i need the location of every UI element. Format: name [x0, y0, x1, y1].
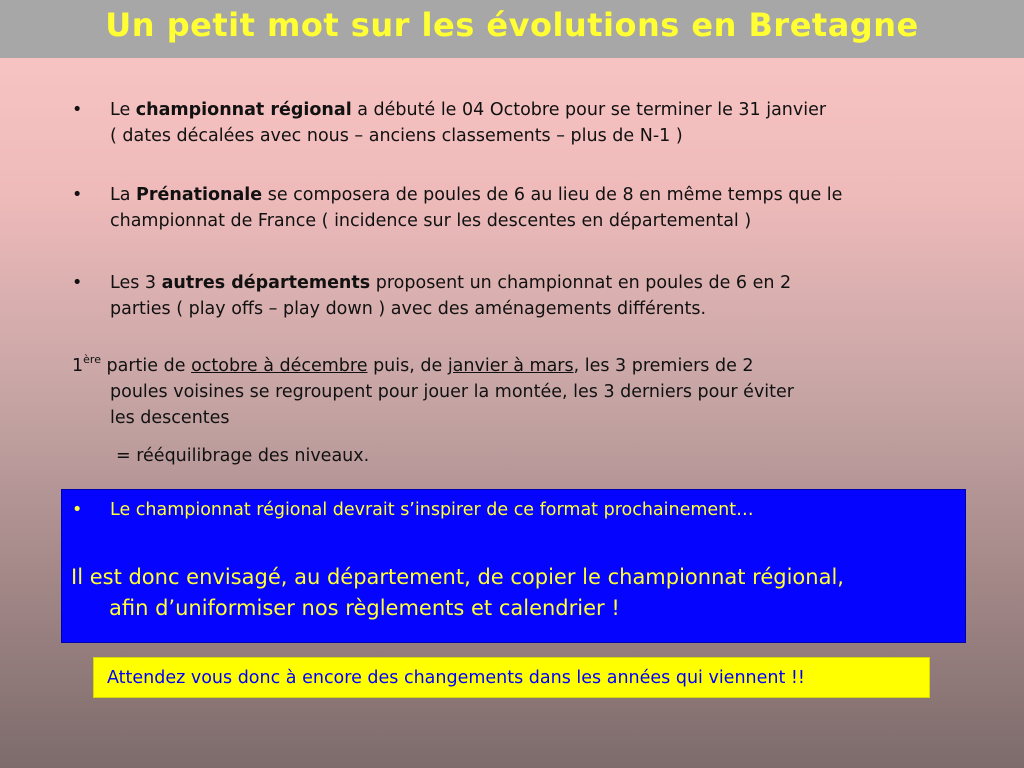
bullet-bold: Prénationale	[136, 185, 263, 205]
yellow-callout-box	[93, 657, 930, 698]
yellow-callout-text: Attendez vous donc à encore des changements dans les années qui viennent !!	[107, 668, 805, 688]
bullet-marker: •	[72, 273, 83, 293]
bullet-bold: autres départements	[161, 273, 371, 293]
rebalancing-line: = rééquilibrage des niveaux.	[116, 446, 370, 466]
phase-line3: les descentes	[110, 408, 230, 428]
blue-paragraph-line2: afin d’uniformiser nos règlements et calendrier !	[109, 596, 620, 620]
bullet-marker: •	[72, 185, 83, 205]
bullet-autres-departements	[72, 270, 952, 322]
bullet-bold: championnat régional	[135, 100, 352, 120]
phase-line2: poules voisines se regroupent pour jouer la montée, les 3 derniers pour éviter	[110, 382, 794, 402]
bullet-rest: se composera de poules de 6 au lieu de 8 en même temps que le	[262, 185, 843, 205]
blue-highlight-box	[61, 489, 966, 643]
phase-period-1: octobre à décembre	[191, 356, 368, 376]
bullet-prefix: Le	[110, 100, 136, 120]
blue-bullet-text: Le championnat régional devrait s’inspirer de ce format prochainement…	[110, 500, 754, 520]
bullet-championnat-regional	[72, 97, 952, 149]
bullet-rest: proposent un championnat en poules de 6 en 2	[370, 273, 792, 293]
blue-paragraph-line1: Il est donc envisagé, au département, de copier le championnat régional,	[71, 565, 844, 589]
phase-superscript: ère	[83, 353, 101, 366]
bullet-marker: •	[72, 100, 83, 120]
bullet-prefix: Les 3	[110, 273, 162, 293]
phase-text2: puis, de	[367, 356, 448, 376]
phase-period-2: janvier à mars	[447, 356, 574, 376]
phase-paragraph	[72, 353, 952, 431]
phase-text1: partie de	[100, 356, 192, 376]
bullet-line2: parties ( play offs – play down ) avec des aménagements différents.	[110, 299, 707, 319]
phase-number: 1	[72, 356, 84, 376]
blue-bullet	[72, 497, 754, 523]
bullet-prenationale	[72, 182, 952, 234]
bullet-line2: ( dates décalées avec nous – anciens classements – plus de N-1 )	[110, 126, 683, 146]
bullet-marker: •	[72, 500, 83, 520]
blue-paragraph	[71, 562, 951, 624]
bullet-line2: championnat de France ( incidence sur les descentes en départemental )	[110, 211, 752, 231]
phase-text3: , les 3 premiers de 2	[573, 356, 754, 376]
slide-title: Un petit mot sur les évolutions en Bretagne	[105, 6, 919, 44]
bullet-prefix: La	[110, 185, 137, 205]
bullet-rest: a débuté le 04 Octobre pour se terminer le 31 janvier	[351, 100, 827, 120]
